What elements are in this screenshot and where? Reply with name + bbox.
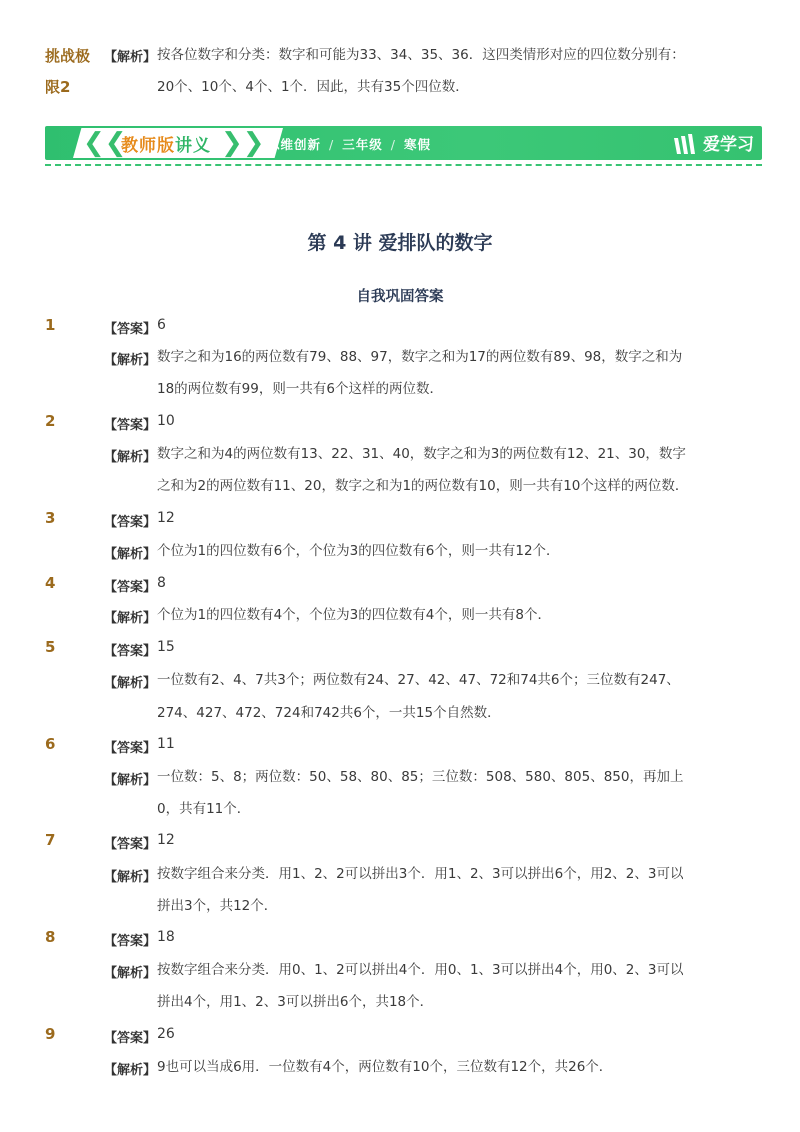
logo-text: 爱学习 (703, 135, 754, 155)
explain-line1: 按数字组合来分类．用0、1、2可以拼出4个．用0、1、3可以拼出4个，用0、2、3可以 (157, 962, 684, 978)
answer-tag: 【答案】 (104, 837, 157, 852)
banner-title-orange: 教师版 (121, 136, 175, 156)
explain-tag: 【解析】 (104, 870, 157, 885)
question-number: 1 (45, 316, 56, 334)
answer-value: 12 (157, 510, 175, 526)
question-number: 2 (45, 412, 56, 430)
explain-line2: 之和为2的两位数有11、20，数字之和为1的两位数有10，则一共有10个这样的两位数． (157, 478, 689, 494)
banner-dashed-divider (45, 164, 762, 166)
explain-tag: 【解析】 (104, 676, 157, 691)
answer-value: 26 (157, 1026, 175, 1042)
answer-tag: 【答案】 (104, 644, 157, 659)
answer-value: 18 (157, 929, 175, 945)
answer-value: 6 (157, 317, 166, 333)
explain-line1: 数字之和为16的两位数有79、88、97，数字之和为17的两位数有89、98，数字之和为 (157, 349, 683, 365)
answer-value: 15 (157, 639, 175, 655)
explain-tag: 【解析】 (104, 450, 157, 465)
explain-line2: 274、427、472、724和742共6个，一共15个自然数． (157, 705, 501, 721)
question-number: 4 (45, 574, 56, 592)
explain-line1: 按数字组合来分类．用1、2、2可以拼出3个．用1、2、3可以拼出6个，用2、2、3可以 (157, 866, 684, 882)
explain-line1: 个位为1的四位数有6个，个位为3的四位数有6个，则一共有12个． (157, 543, 560, 559)
explain-tag: 【解析】 (104, 773, 157, 788)
answer-value: 8 (157, 575, 166, 591)
explain-line2: 拼出4个，用1、2、3可以拼出6个，共18个． (157, 994, 434, 1010)
question-number: 8 (45, 928, 56, 946)
challenge-explain-tag: 【解析】 (104, 50, 157, 65)
crumb-grade: 三年级 (342, 137, 383, 152)
explain-tag: 【解析】 (104, 1063, 157, 1078)
question-number: 6 (45, 735, 56, 753)
challenge-label-line1: 挑战极 (45, 47, 91, 65)
explain-tag: 【解析】 (104, 353, 157, 368)
answer-tag: 【答案】 (104, 741, 157, 756)
answer-value: 12 (157, 832, 175, 848)
explain-line1: 9也可以当成6用．一位数有4个，两位数有10个，三位数有12个，共26个． (157, 1059, 613, 1075)
explain-tag: 【解析】 (104, 547, 157, 562)
explain-line1: 一位数：5、8；两位数：50、58、80、85；三位数：508、580、805、850，再加上 (157, 769, 684, 785)
lecture-title: 第 4 讲 爱排队的数字 (307, 232, 493, 254)
challenge-explain-line1: 按各位数字和分类：数字和可能为33、34、35、36．这四类情形对应的四位数分别有： (157, 47, 685, 63)
question-number: 5 (45, 638, 56, 656)
banner-title (121, 131, 211, 156)
explain-line2: 0，共有11个． (157, 801, 251, 817)
explain-line1: 数字之和为4的两位数有13、22、31、40，数字之和为3的两位数有12、21、30，数字 (157, 446, 686, 462)
brand-logo (673, 130, 754, 156)
logo-bars-icon (673, 134, 699, 156)
answer-tag: 【答案】 (104, 515, 157, 530)
explain-tag: 【解析】 (104, 966, 157, 981)
challenge-label-line2: 限2 (45, 78, 71, 96)
answer-value: 11 (157, 736, 175, 752)
challenge-explain-line2: 20个、10个、4个、1个．因此，共有35个四位数． (157, 79, 469, 95)
explain-line1: 个位为1的四位数有4个，个位为3的四位数有4个，则一共有8个． (157, 607, 551, 623)
explain-line2: 18的两位数有99，则一共有6个这样的两位数． (157, 381, 443, 397)
answer-tag: 【答案】 (104, 322, 157, 337)
explain-line2: 拼出3个，共12个． (157, 898, 278, 914)
answer-tag: 【答案】 (104, 418, 157, 433)
banner-title-green: 讲义 (175, 136, 211, 156)
teacher-edition-banner (45, 126, 762, 162)
answer-tag: 【答案】 (104, 1031, 157, 1046)
left-double-chevron-icon: ❮❮ (83, 128, 127, 158)
answer-value: 10 (157, 413, 175, 429)
answer-tag: 【答案】 (104, 580, 157, 595)
crumb-term: 寒假 (403, 137, 431, 152)
right-double-chevron-icon: ❯❯ (221, 128, 265, 158)
question-number: 3 (45, 509, 56, 527)
explain-tag: 【解析】 (104, 611, 157, 626)
banner-breadcrumb: 思维创新 / 三年级 / 寒假 (267, 137, 431, 152)
explain-line1: 一位数有2、4、7共3个；两位数有24、27、42、47、72和74共6个；三位数有247、 (157, 672, 680, 688)
crumb-subject: 思维创新 (267, 137, 322, 152)
question-number: 9 (45, 1025, 56, 1043)
section-title: 自我巩固答案 (356, 289, 444, 305)
answer-tag: 【答案】 (104, 934, 157, 949)
question-number: 7 (45, 831, 56, 849)
